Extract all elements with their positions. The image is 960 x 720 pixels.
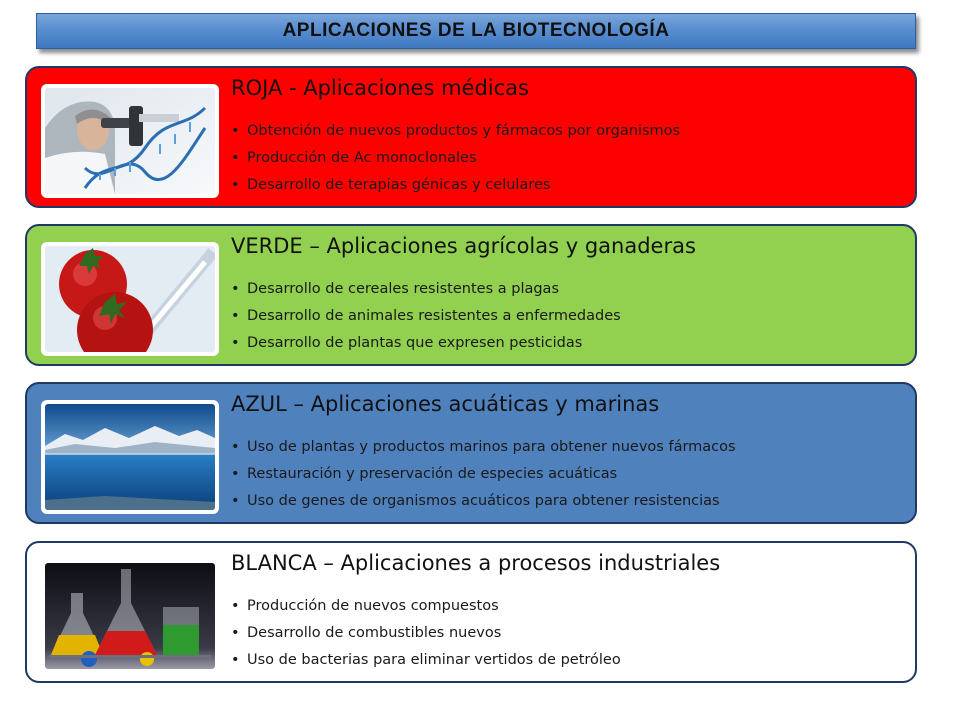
bullet-item: • Uso de bacterias para eliminar vertidos de petróleo bbox=[231, 647, 621, 674]
bullet-item: • Uso de genes de organismos acuáticos para obtener resistencias bbox=[231, 488, 736, 515]
page-title: APLICACIONES DE LA BIOTECNOLOGÍA bbox=[282, 20, 670, 41]
bullet-list bbox=[231, 593, 621, 674]
bullet-item: • Desarrollo de plantas que expresen pesticidas bbox=[231, 330, 621, 357]
image-scientist-microscope bbox=[41, 84, 219, 198]
bullet-item: • Obtención de nuevos productos y fármacos por organismos bbox=[231, 118, 680, 145]
bullet-item: • Desarrollo de terapias génicas y celulares bbox=[231, 172, 680, 199]
bullet-list bbox=[231, 118, 680, 199]
title-bar bbox=[36, 13, 916, 49]
image-lake-mountains bbox=[41, 400, 219, 514]
bullet-item: • Desarrollo de animales resistentes a enfermedades bbox=[231, 303, 621, 330]
section-blanca bbox=[25, 541, 917, 683]
section-heading: VERDE – Aplicaciones agrícolas y ganaderas bbox=[231, 234, 696, 258]
bullet-item: • Producción de Ac monoclonales bbox=[231, 145, 680, 172]
image-tomatoes-syringe bbox=[41, 242, 219, 356]
flasks-illustration bbox=[45, 563, 215, 669]
tomatoes-illustration bbox=[45, 246, 215, 352]
bullet-list bbox=[231, 276, 621, 357]
section-heading: ROJA - Aplicaciones médicas bbox=[231, 76, 529, 100]
bullet-list bbox=[231, 434, 736, 515]
section-azul bbox=[25, 382, 917, 524]
image-laboratory-flasks bbox=[41, 559, 219, 673]
section-roja bbox=[25, 66, 917, 208]
section-heading: AZUL – Aplicaciones acuáticas y marinas bbox=[231, 392, 660, 416]
bullet-item: • Desarrollo de combustibles nuevos bbox=[231, 620, 621, 647]
bullet-item: • Restauración y preservación de especies acuáticas bbox=[231, 461, 736, 488]
bullet-item: • Producción de nuevos compuestos bbox=[231, 593, 621, 620]
section-heading: BLANCA – Aplicaciones a procesos industriales bbox=[231, 551, 721, 575]
bullet-item: • Uso de plantas y productos marinos para obtener nuevos fármacos bbox=[231, 434, 736, 461]
section-verde bbox=[25, 224, 917, 366]
lake-illustration bbox=[45, 404, 215, 510]
scientist-dna-illustration bbox=[45, 88, 215, 194]
bullet-item: • Desarrollo de cereales resistentes a plagas bbox=[231, 276, 621, 303]
